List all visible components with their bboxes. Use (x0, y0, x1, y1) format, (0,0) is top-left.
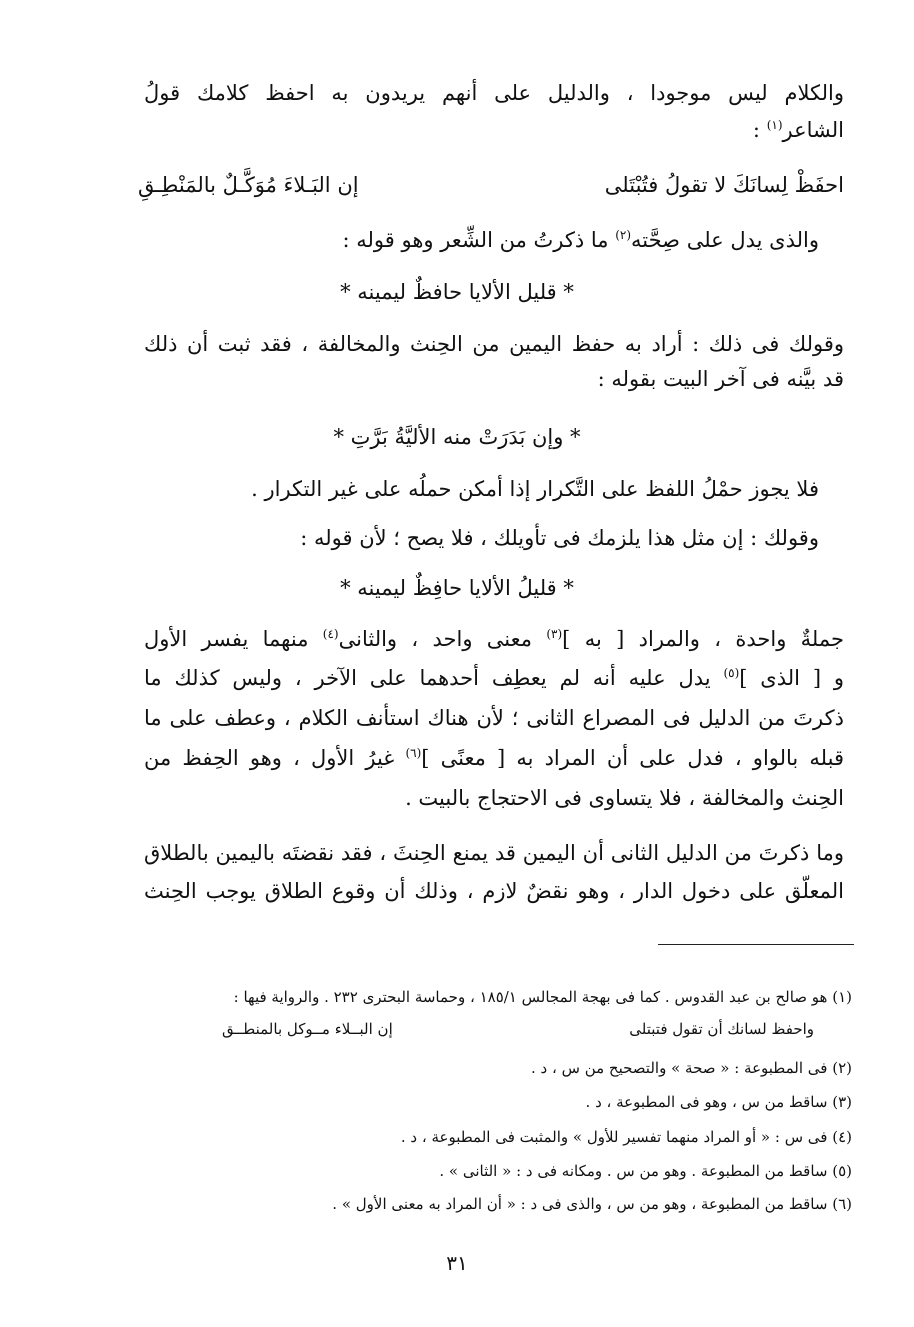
body-line-17: وما ذكرتَ من الدليل الثانى أن اليمين قد يمنع الحِنثَ ، فقد نقضتَه باليمين بالطلاق (144, 841, 844, 865)
body-line-13-a: و [ الذى ] (739, 666, 844, 690)
body-line-4-a: والذى يدل على صِحَّته (631, 228, 819, 252)
body-line-6: وقولك فى ذلك : أراد به حفظ اليمين من الحِنث والمخالفة ، فقد ثبت أن ذلك (144, 332, 844, 356)
body-line-14: ذكرتَ من الدليل فى المصراع الثانى ؛ لأن هناك استأنف الكلام ، وعطف على ما (144, 706, 844, 730)
footnote-ref-5: (٥) (723, 666, 740, 680)
footnote-1-verse-first: واحفظ لسانك أن تقول فتبتلى (629, 1020, 814, 1038)
body-line-13 (144, 663, 844, 693)
body-line-10: وقولك : إن مثل هذا يلزمك فى تأويلك ، فلا يصح ؛ لأن قوله : (300, 526, 819, 550)
body-line-9: فلا يجوز حمْلُ اللفظ على التَّكرار إذا أمكن حملُه على غير التكرار . (251, 477, 819, 501)
footnote-ref-3: (٣) (546, 627, 563, 641)
verse-quote-2: * وإن بَدَرَتْ منه الأليَّةُ بَرَّتِ * (333, 425, 581, 449)
body-line-7: قد بيَّنه فى آخر البيت بقوله : (597, 367, 844, 391)
body-line-16: الحِنث والمخالفة ، فلا يتساوى فى الاحتجاج بالبيت . (405, 786, 844, 810)
verse-1-first-hemistich: احفَظْ لِسانَكَ لا تقولُ فتُبْتَلى (604, 173, 844, 197)
footnote-ref-6: (٦) (405, 746, 422, 760)
body-line-15 (144, 743, 844, 773)
footnote-6: (٦) ساقط من المطبوعة ، وهو من س ، والذى فى د : « أن المراد به معنى الأول » . (332, 1195, 852, 1213)
verse-1-second-hemistich: إن البَـلاءَ مُوَكَّـلٌ بالمَنْطِـقِ (138, 173, 359, 197)
verse-quote-1: * قليل الألايا حافظٌ ليمينه * (340, 280, 574, 304)
footnote-3: (٣) ساقط من س ، وهو فى المطبوعة ، د . (585, 1093, 852, 1111)
body-line-12-c: منهما يفسر الأول (144, 627, 323, 651)
footnote-1: (١) هو صالح بن عبد القدوس . كما فى بهجة المجالس ١٨٥/١ ، وحماسة البحترى ٢٣٢ . والرواية فيها : (233, 988, 852, 1006)
page-number: ٣١ (446, 1251, 468, 1275)
body-line-1: والكلام ليس موجودا ، والدليل على أنهم يريدون به احفظ كلامك قولُ (144, 81, 844, 105)
body-line-2 (144, 115, 844, 145)
body-line-12-b: معنى واحد ، والثانى (338, 627, 547, 651)
body-line-2-colon: : (752, 118, 767, 142)
body-line-15-a: قبله بالواو ، فدل على أن المراد به [ معنًى ] (421, 746, 845, 770)
footnote-ref-4: (٤) (322, 627, 339, 641)
footnote-2: (٢) فى المطبوعة : « صحة » والتصحيح من س ، د . (531, 1059, 852, 1077)
body-line-18: المعلّق على دخول الدار ، وهو نقضٌ لازم ، وذلك أن وقوع الطلاق يوجب الحِنث (144, 879, 844, 903)
footnote-1-verse-second: إن البــلاء مــوكل بالمنطــق (222, 1020, 393, 1038)
footnote-ref-2: (٢) (615, 228, 632, 242)
footnote-4: (٤) فى س : « أو المراد منهما تفسير للأول » والمثبت فى المطبوعة ، د . (400, 1128, 852, 1146)
footnote-ref-1: (١) (766, 118, 783, 132)
body-line-15-b: غيرُ الأول ، وهو الحِفظ من (144, 746, 406, 770)
footnote-separator (658, 944, 854, 945)
body-line-4-b: ما ذكرتُ من الشِّعر وهو قوله : (342, 228, 616, 252)
body-line-12-a: جملةٌ واحدة ، والمراد [ به ] (562, 627, 844, 651)
verse-quote-3: * قليلُ الألايا حافِظٌ ليمينه * (340, 576, 574, 600)
body-line-4 (119, 225, 819, 255)
body-line-2-text: الشاعر (782, 118, 844, 142)
body-line-12 (144, 624, 844, 654)
body-line-13-b: يدل عليه أنه لم يعطِف أحدهما على الآخر ، وليس كذلك ما (144, 666, 724, 690)
footnote-5: (٥) ساقط من المطبوعة . وهو من س . ومكانه فى د : « الثانى » . (439, 1162, 852, 1180)
